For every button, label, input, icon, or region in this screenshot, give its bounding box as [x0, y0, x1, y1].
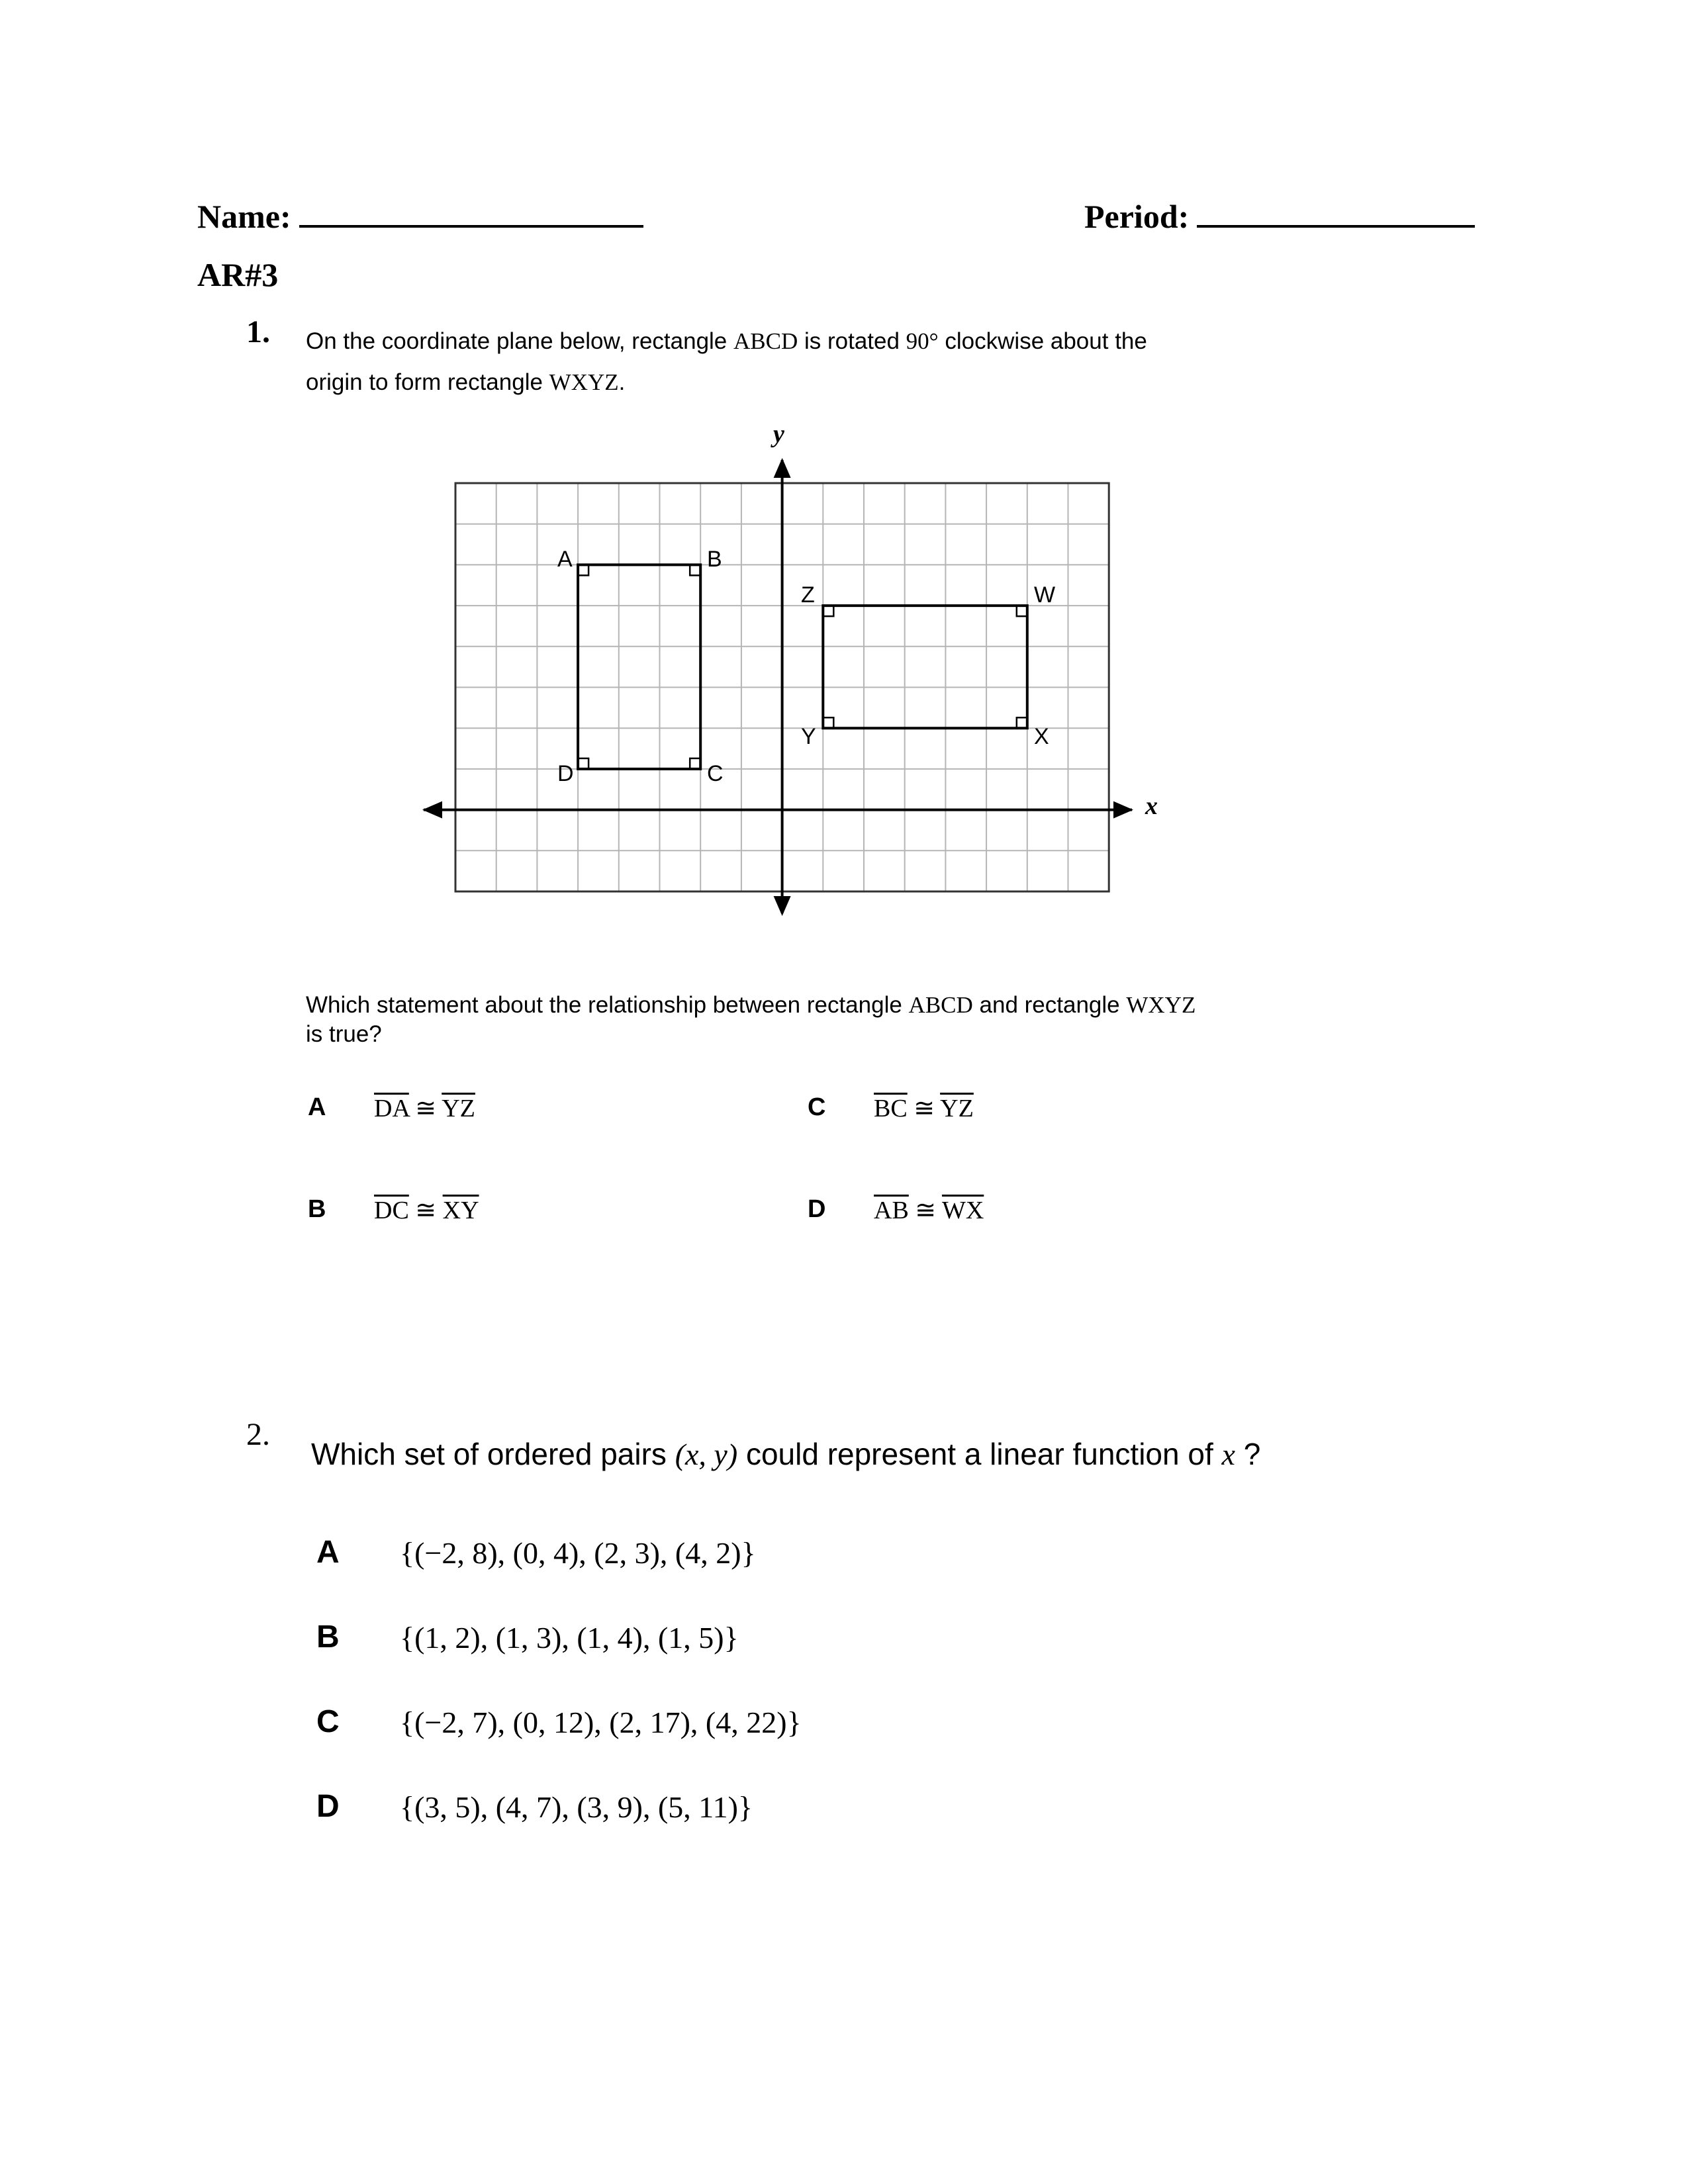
name-blank[interactable] [299, 225, 643, 228]
period-label: Period: [1084, 198, 1190, 235]
right-angle-mark [823, 606, 833, 616]
q1-option-b[interactable]: B $\overline{DC}$ ≅ $\overline{XY}$ [308, 1195, 479, 1224]
right-angle-mark [1017, 606, 1027, 616]
option-text: {(3, 5), (4, 7), (3, 9), (5, 11)} [400, 1790, 753, 1824]
question-1-prompt [306, 321, 1299, 403]
right-angle-mark [578, 565, 588, 575]
y-axis-arrow-down [774, 896, 791, 916]
question-1-prompt-line-2: origin to form rectangle WXYZ. [306, 369, 626, 395]
vertex-label-z: Z [801, 582, 815, 608]
period-field[interactable] [1084, 197, 1475, 236]
question-2-prompt: Which set of ordered pairs (x, y) could represent a linear function of x ? [311, 1437, 1261, 1471]
question-1-number: 1. [246, 314, 270, 349]
vertex-label-d: D [557, 761, 574, 786]
q1-option-c[interactable]: C $\overline{BC}$ ≅ $\overline{YZ}$ [808, 1093, 974, 1122]
option-letter: D [808, 1195, 826, 1223]
right-angle-mark [1017, 717, 1027, 728]
vertex-label-y: Y [801, 724, 816, 749]
vertex-label-a: A [557, 547, 573, 572]
option-letter: C [808, 1093, 826, 1121]
y-axis-label: y [773, 420, 784, 448]
right-angle-mark [578, 758, 588, 769]
name-field[interactable] [197, 197, 643, 236]
q1-option-a[interactable]: A $\overline{DA}$ ≅ $\overline{YZ}$ [308, 1093, 475, 1122]
q2-option-a[interactable] [316, 1534, 756, 1570]
right-angle-mark [823, 717, 833, 728]
vertex-label-w: W [1034, 582, 1056, 608]
option-letter: A [308, 1093, 326, 1121]
vertex-label-x: X [1034, 724, 1049, 749]
q2-option-d[interactable] [316, 1788, 753, 1825]
question-2-number: 2. [246, 1417, 270, 1452]
x-axis-arrow-left [422, 801, 442, 819]
x-axis-label: x [1145, 792, 1158, 820]
option-letter: D [316, 1789, 340, 1824]
x-axis-arrow-right [1113, 801, 1133, 819]
option-text: {(−2, 7), (0, 12), (2, 17), (4, 22)} [400, 1706, 802, 1739]
rectangle-wxyz [823, 606, 1027, 728]
option-text: {(1, 2), (1, 3), (1, 4), (1, 5)} [400, 1621, 739, 1655]
option-text: {(−2, 8), (0, 4), (2, 3), (4, 2)} [400, 1536, 756, 1570]
option-letter: B [308, 1195, 326, 1223]
option-letter: B [316, 1619, 340, 1655]
q2-option-c[interactable] [316, 1704, 802, 1740]
right-angle-mark [690, 565, 700, 575]
assignment-title: AR#3 [197, 256, 279, 293]
q2-option-b[interactable] [316, 1619, 739, 1655]
coordinate-plane [397, 410, 1192, 940]
vertex-label-b: B [707, 547, 722, 572]
question-1-stem: Which statement about the relationship between rectangle ABCD and rectangle WXYZ is true? [306, 992, 1196, 1047]
period-blank[interactable] [1197, 225, 1475, 228]
option-letter: A [316, 1535, 340, 1570]
rectangle-abcd [578, 565, 700, 769]
q1-option-d[interactable]: D $\overline{AB}$ ≅ $\overline{WX}$ [808, 1195, 984, 1224]
y-axis-arrow-up [774, 458, 791, 478]
name-label: Name: [197, 198, 291, 235]
vertex-label-c: C [707, 761, 724, 786]
right-angle-mark [690, 758, 700, 769]
question-1-prompt-line-1: On the coordinate plane below, rectangle ABCD is rotated 90° clockwise about the [306, 328, 1147, 354]
option-letter: C [316, 1704, 340, 1739]
